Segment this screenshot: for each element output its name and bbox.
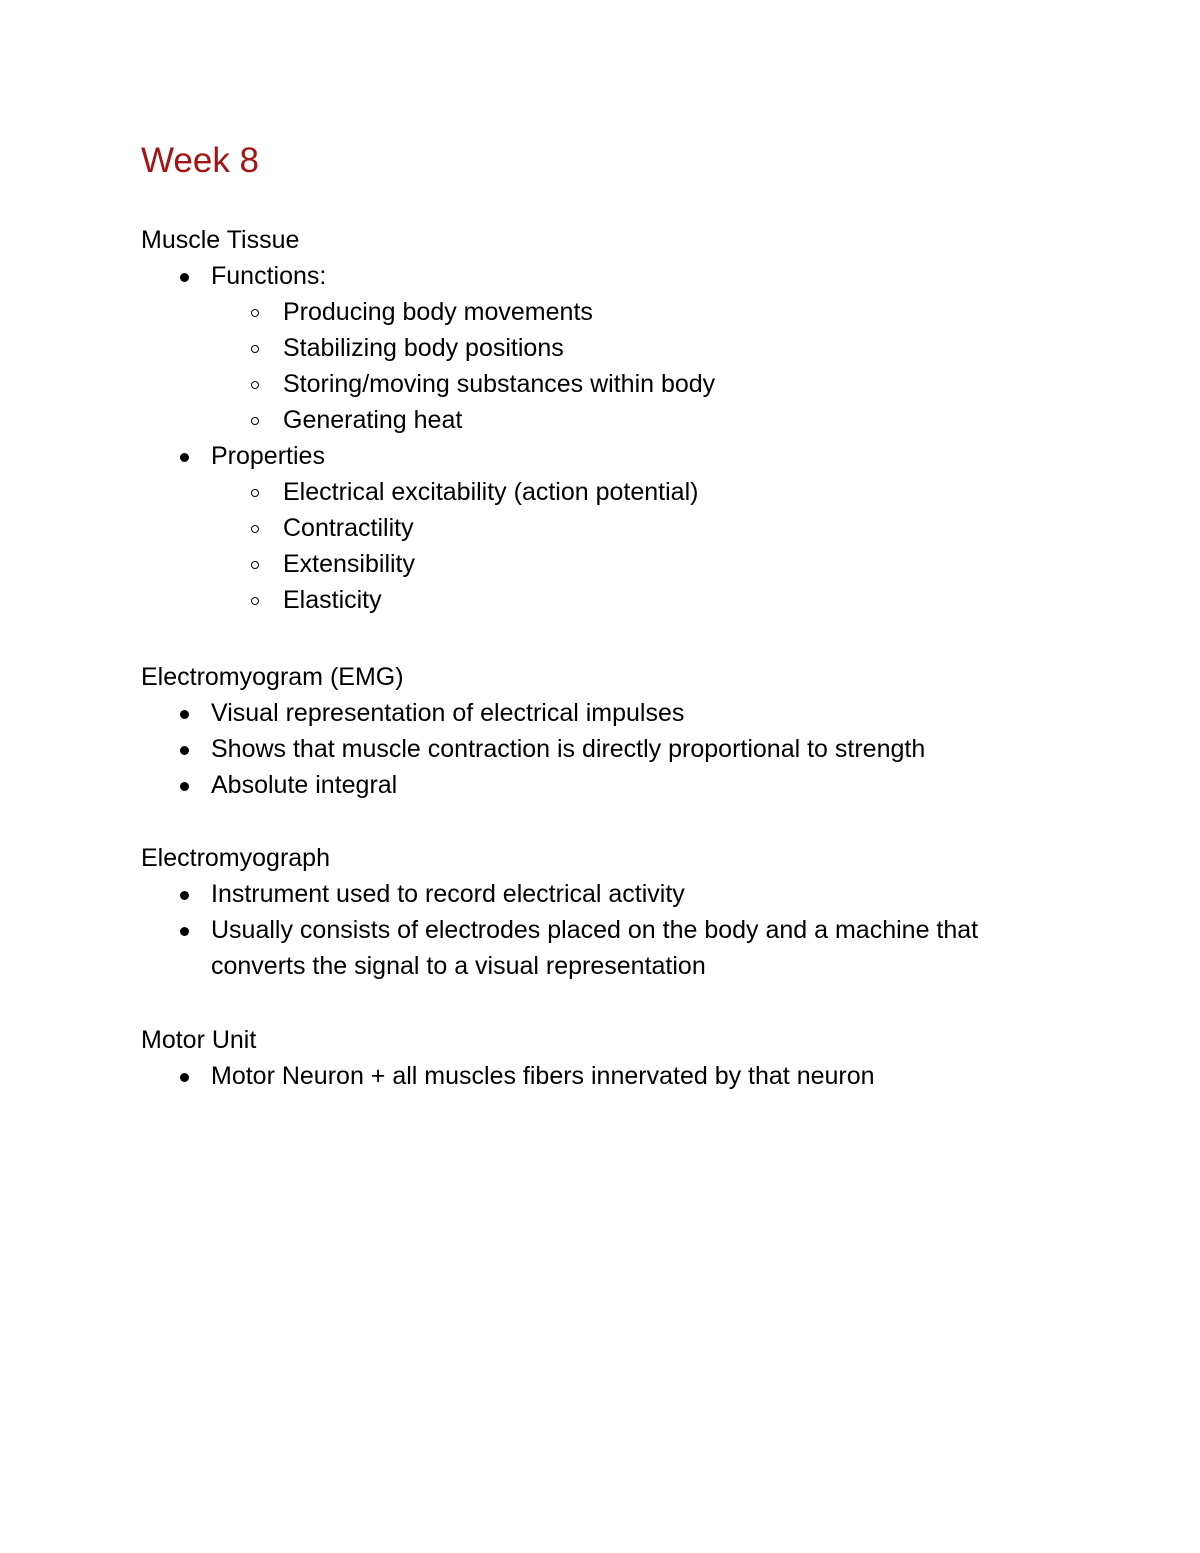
- list-item-text: Elasticity: [283, 586, 382, 614]
- list-item-text: Shows that muscle contraction is directly proportional to strength: [211, 735, 926, 763]
- list-item: [141, 767, 1121, 803]
- filled-bullet-icon: [177, 912, 191, 948]
- list-item-text: Properties: [211, 442, 325, 470]
- list-item: [141, 474, 1121, 510]
- hollow-circle-bullet-icon: [248, 402, 262, 438]
- filled-bullet-icon: [177, 695, 191, 731]
- list-item: [141, 510, 1121, 546]
- hollow-circle-bullet-icon: [248, 582, 262, 618]
- list-item: [141, 402, 1121, 438]
- list-item: [141, 546, 1121, 582]
- list-item-text: Storing/moving substances within body: [283, 370, 716, 398]
- list-item: [141, 582, 1121, 618]
- hollow-circle-bullet-icon: [248, 366, 262, 402]
- list-item-text: Contractility: [283, 514, 414, 542]
- list-item: [141, 912, 1121, 984]
- list-item-text: Electrical excitability (action potential): [283, 478, 699, 506]
- hollow-circle-bullet-icon: [248, 294, 262, 330]
- list-item-text: Visual representation of electrical impulses: [211, 699, 685, 727]
- filled-bullet-icon: [177, 1058, 191, 1094]
- list-item-text: Usually consists of electrodes placed on the body and a machine that converts the signal to a visual representation: [211, 916, 979, 980]
- section-heading: Muscle Tissue: [141, 226, 300, 254]
- filled-bullet-icon: [177, 731, 191, 767]
- section-heading: Electromyograph: [141, 844, 330, 872]
- hollow-circle-bullet-icon: [248, 546, 262, 582]
- list-item-text: Extensibility: [283, 550, 415, 578]
- list-item: [141, 438, 1121, 474]
- hollow-circle-bullet-icon: [248, 510, 262, 546]
- section-electromyograph: [141, 840, 1121, 984]
- list-item: [141, 294, 1121, 330]
- section-heading: Motor Unit: [141, 1026, 257, 1054]
- list-item: [141, 876, 1121, 912]
- filled-bullet-icon: [177, 438, 191, 474]
- filled-bullet-icon: [177, 258, 191, 294]
- list-item: [141, 366, 1121, 402]
- list-item-text: Motor Neuron + all muscles fibers innervated by that neuron: [211, 1062, 875, 1090]
- list-item-text: Stabilizing body positions: [283, 334, 564, 362]
- hollow-circle-bullet-icon: [248, 330, 262, 366]
- list-item: [141, 330, 1121, 366]
- page-title: Week 8: [141, 141, 260, 180]
- list-item: [141, 731, 1121, 767]
- list-item-text: Instrument used to record electrical activity: [211, 880, 685, 908]
- list-item-text: Absolute integral: [211, 771, 398, 799]
- filled-bullet-icon: [177, 876, 191, 912]
- list-item-text: Functions:: [211, 262, 327, 290]
- list-item: [141, 258, 1121, 294]
- section-motor-unit: [141, 1022, 1121, 1094]
- list-item-text: Generating heat: [283, 406, 463, 434]
- section-muscle-tissue: [141, 222, 1121, 618]
- section-heading: Electromyogram (EMG): [141, 663, 404, 691]
- list-item: [141, 695, 1121, 731]
- list-item-text: Producing body movements: [283, 298, 593, 326]
- filled-bullet-icon: [177, 767, 191, 803]
- list-item: [141, 1058, 1121, 1094]
- hollow-circle-bullet-icon: [248, 474, 262, 510]
- section-electromyogram: [141, 659, 1121, 803]
